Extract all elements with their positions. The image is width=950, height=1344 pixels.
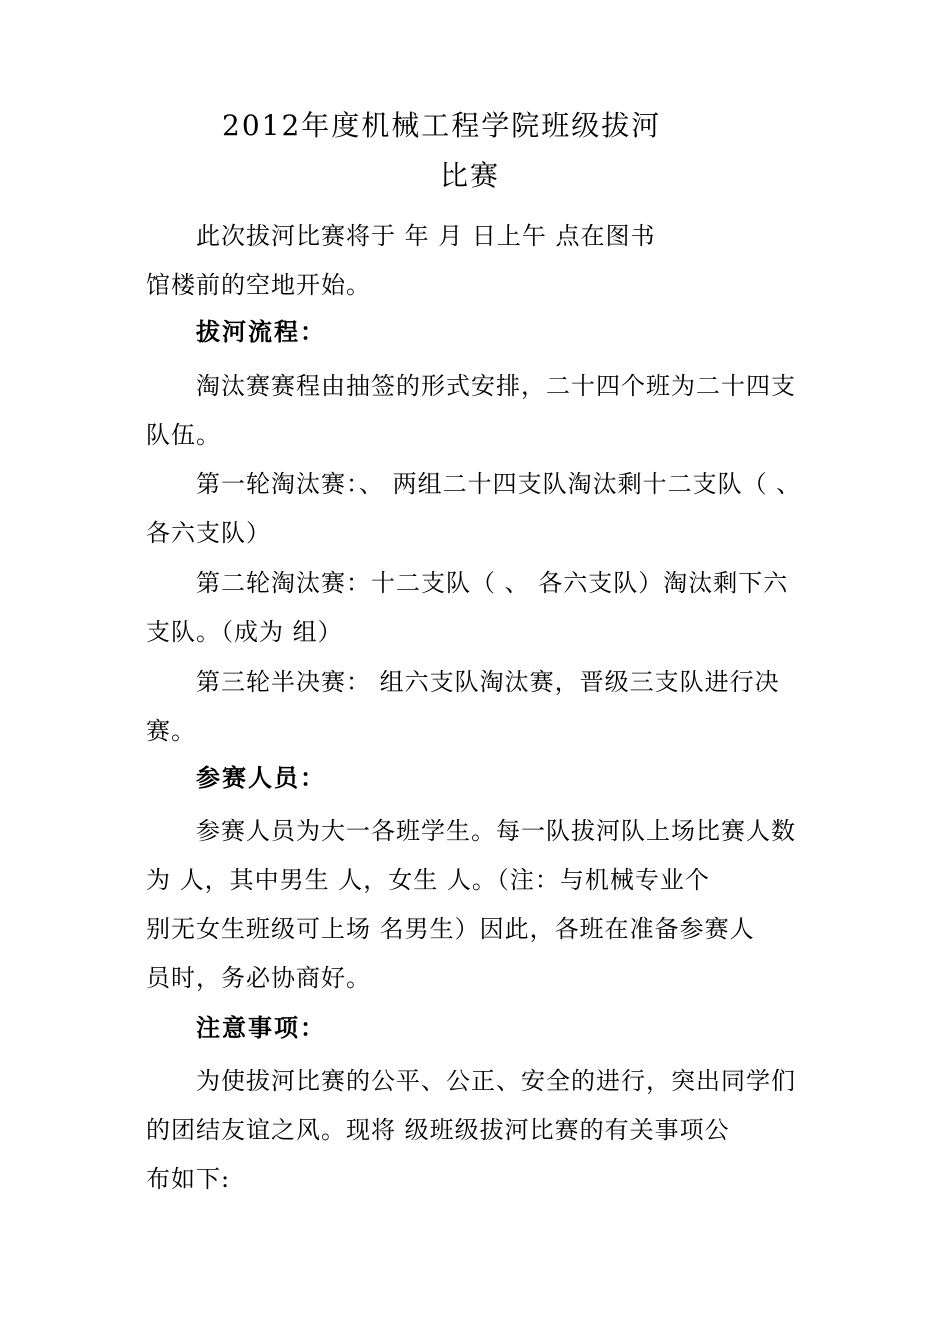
text-line: 为 人，其中男生 人，女生 人。（注：与机械专业个 (146, 866, 710, 894)
text-line: 赛。 (146, 717, 196, 745)
text-line: 第二轮淘汰赛：十二支队（ 、 各六支队）淘汰剩下六 (196, 569, 789, 597)
text-line: 淘汰赛赛程由抽签的形式安排，二十四个班为二十四支 (196, 372, 796, 400)
text-line: 第三轮半决赛： 组六支队淘汰赛，晋级三支队进行决 (196, 668, 780, 696)
text-line: 别无女生班级可上场 名男生）因此，各班在准备参赛人 (146, 915, 755, 943)
paragraph-round1 (146, 460, 810, 558)
text-line: 员时，务必协商好。 (146, 964, 371, 992)
paragraph-schedule (146, 212, 810, 310)
document-title: 2012年度机械工程学院班级拔河 (222, 109, 662, 142)
paragraph-participants (146, 807, 810, 1003)
text-line: 各六支队） (146, 519, 271, 547)
text-line: 此次拔河比赛将于 年 月 日上午 点在图书 (196, 222, 656, 250)
heading-participants: 参赛人员： (196, 764, 326, 792)
text-line: 的团结友谊之风。现将 级班级拔河比赛的有关事项公 (146, 1116, 730, 1144)
text-line: 布如下: (146, 1165, 231, 1193)
document-subtitle: 比赛 (440, 159, 501, 192)
text-line: 第一轮淘汰赛：、 两组二十四支队淘汰剩十二支队（ 、 (196, 470, 802, 498)
text-line: 为使拔河比赛的公平、公正、安全的进行，突出同学们 (196, 1067, 796, 1095)
text-line: 队伍。 (146, 421, 221, 449)
text-line: 支队。（成为 组） (146, 618, 343, 646)
heading-process: 拔河流程： (196, 318, 326, 346)
paragraph-semifinal (146, 658, 810, 756)
paragraph-round2 (146, 559, 810, 657)
heading-notes: 注意事项： (196, 1014, 326, 1042)
paragraph-notes (146, 1057, 810, 1204)
text-line: 馆楼前的空地开始。 (146, 271, 371, 299)
text-line: 参赛人员为大一各班学生。每一队拔河队上场比赛人数 (196, 817, 796, 845)
paragraph-draw (146, 362, 810, 460)
